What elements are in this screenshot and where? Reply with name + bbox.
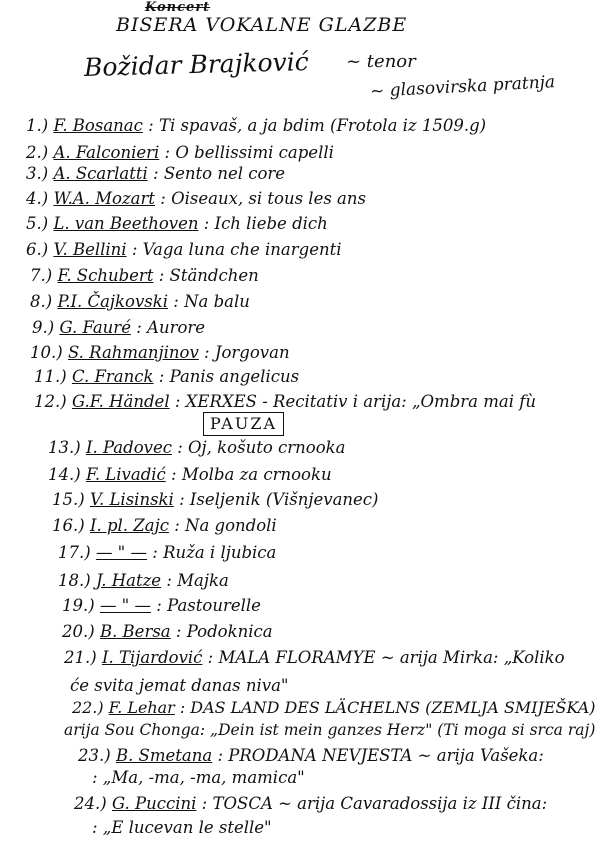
item-24-continuation: : „E lucevan le stelle"	[92, 818, 272, 837]
program-item	[26, 116, 486, 136]
separator: :	[207, 648, 214, 667]
separator: :	[156, 596, 162, 615]
separator: :	[171, 465, 177, 484]
composer-name: G.F. Händel	[71, 392, 170, 411]
item-number: 2.)	[26, 143, 49, 162]
program-item	[32, 318, 205, 338]
program-item	[48, 465, 332, 485]
composer-name: A. Falconieri	[53, 143, 160, 162]
work-title: Ich liebe dich	[214, 214, 328, 233]
composer-name: F. Livadić	[85, 465, 166, 484]
item-number: 4.)	[26, 189, 49, 208]
separator: :	[179, 490, 185, 509]
separator: :	[153, 164, 159, 183]
program-item	[78, 746, 544, 766]
composer-name: I. pl. Zajc	[89, 516, 169, 535]
program-item	[34, 392, 536, 412]
item-number: 14.)	[48, 465, 81, 484]
item-number: 5.)	[26, 214, 49, 233]
work-title: Pastourelle	[167, 596, 261, 615]
pauza-label: PAUZA	[203, 412, 284, 436]
separator: :	[158, 266, 165, 285]
item-number: 21.)	[64, 648, 97, 667]
separator: :	[173, 292, 179, 311]
separator: :	[164, 143, 171, 162]
program-item	[26, 240, 342, 260]
performer-voice: ~ tenor	[346, 51, 416, 72]
composer-name: — " —	[95, 543, 148, 562]
program-item	[30, 266, 259, 286]
program-item	[26, 214, 328, 234]
item-number: 18.)	[58, 571, 91, 590]
composer-name: P.I. Čajkovski	[57, 292, 169, 311]
program-item	[62, 596, 261, 616]
composer-name: F. Lehar	[108, 698, 175, 717]
composer-name: F. Schubert	[57, 266, 154, 285]
program-item	[74, 794, 547, 814]
work-title: Podoknica	[186, 622, 273, 641]
item-number: 13.)	[48, 438, 81, 457]
composer-name: G. Fauré	[59, 318, 131, 337]
work-title: Sento nel core	[163, 164, 286, 183]
work-title: Molba za crnooku	[181, 465, 332, 484]
item-number: 11.)	[34, 367, 67, 386]
item-number: 19.)	[62, 596, 95, 615]
separator: :	[174, 392, 181, 411]
item-number: 20.)	[62, 622, 95, 641]
program-item	[26, 189, 366, 209]
composer-name: G. Puccini	[111, 794, 197, 813]
accompaniment: ~ glasovirska pratnja	[369, 72, 556, 102]
program-item	[58, 543, 276, 563]
work-title: PRODANA NEVJESTA ~ arija Vašeka:	[228, 746, 544, 765]
item-number: 1.)	[26, 116, 49, 135]
program-item	[52, 516, 277, 536]
item-number: 12.)	[34, 392, 67, 411]
program-item	[30, 343, 290, 363]
work-title: Na gondoli	[185, 516, 277, 535]
item-number: 8.)	[30, 292, 53, 311]
program-item	[64, 648, 565, 668]
program-item	[26, 164, 285, 184]
work-title: Ti spavaš, a ja bdim (Frotola iz 1509.g)	[158, 116, 487, 135]
composer-name: J. Hatze	[95, 571, 162, 590]
program-item	[48, 438, 345, 458]
item-number: 3.)	[26, 164, 49, 183]
program-item	[30, 292, 250, 312]
work-title: Panis angelicus	[169, 367, 300, 386]
work-title: Jorgovan	[214, 343, 290, 362]
item-number: 7.)	[30, 266, 53, 285]
program-item	[58, 571, 229, 591]
separator: :	[175, 622, 182, 641]
separator: :	[148, 116, 154, 135]
work-title: O bellissimi capelli	[175, 143, 334, 162]
composer-name: I. Tijardović	[101, 648, 203, 667]
separator: :	[177, 438, 183, 457]
item-number: 10.)	[30, 343, 63, 362]
item-number: 23.)	[78, 746, 111, 765]
item-21-continuation: će svita jemat danas niva"	[70, 676, 289, 695]
work-title: Oiseaux, si tous les ans	[171, 189, 366, 208]
performer-name: Božidar Brajković	[83, 47, 310, 82]
composer-name: A. Scarlatti	[53, 164, 148, 183]
composer-name: I. Padovec	[85, 438, 172, 457]
program-item	[34, 367, 299, 387]
item-number: 22.)	[72, 698, 104, 717]
work-title: Iseljenik (Višnjevanec)	[189, 490, 379, 509]
item-number: 17.)	[58, 543, 91, 562]
work-title: Vaga luna che inargenti	[142, 240, 342, 259]
separator: :	[179, 698, 186, 717]
work-title: Aurore	[147, 318, 206, 337]
separator: :	[203, 214, 210, 233]
program-item	[26, 143, 334, 163]
composer-name: W.A. Mozart	[53, 189, 156, 208]
item-number: 6.)	[26, 240, 49, 259]
separator: :	[136, 318, 142, 337]
separator: :	[174, 516, 180, 535]
program-item	[62, 622, 273, 642]
item-number: 9.)	[32, 318, 55, 337]
item-number: 24.)	[74, 794, 107, 813]
separator: :	[166, 571, 172, 590]
work-title: XERXES - Recitativ i arija: „Ombra mai fù	[185, 392, 536, 411]
item-22-continuation: arija Sou Chonga: „Dein ist mein ganzes Herz" (Ti moga si srca raj)	[64, 721, 596, 739]
work-title: Oj, košuto crnooka	[188, 438, 346, 457]
work-title: DAS LAND DES LÄCHELNS (ZEMLJA SMIJEŠKA)	[190, 698, 596, 717]
program-item	[52, 490, 378, 510]
work-title: TOSCA ~ arija Cavaradossija iz III čina:	[212, 794, 548, 813]
separator: :	[217, 746, 224, 765]
program-title: BISERA VOKALNE GLAZBE	[116, 14, 408, 36]
separator: :	[201, 794, 208, 813]
composer-name: L. van Beethoven	[53, 214, 199, 233]
separator: :	[204, 343, 210, 362]
composer-name: V. Bellini	[53, 240, 127, 259]
work-title: Ruža i ljubica	[163, 543, 277, 562]
item-number: 15.)	[52, 490, 85, 509]
composer-name: B. Smetana	[115, 746, 213, 765]
composer-name: S. Rahmanjinov	[67, 343, 199, 362]
separator: :	[131, 240, 138, 259]
separator: :	[158, 367, 165, 386]
crossed-out-koncert: Koncert	[145, 0, 211, 15]
composer-name: B. Bersa	[99, 622, 171, 641]
composer-name: F. Bosanac	[53, 116, 143, 135]
item-23-continuation: : „Ma, -ma, -ma, mamica"	[92, 768, 305, 787]
work-title: Ständchen	[169, 266, 259, 285]
work-title: MALA FLORAMYE ~ arija Mirka: „Koliko	[218, 648, 565, 667]
separator: :	[160, 189, 166, 208]
item-number: 16.)	[52, 516, 85, 535]
program-item	[72, 698, 595, 718]
separator: :	[152, 543, 158, 562]
work-title: Na balu	[184, 292, 250, 311]
work-title: Majka	[177, 571, 229, 590]
composer-name: C. Franck	[71, 367, 154, 386]
composer-name: V. Lisinski	[89, 490, 174, 509]
composer-name: — " —	[99, 596, 152, 615]
